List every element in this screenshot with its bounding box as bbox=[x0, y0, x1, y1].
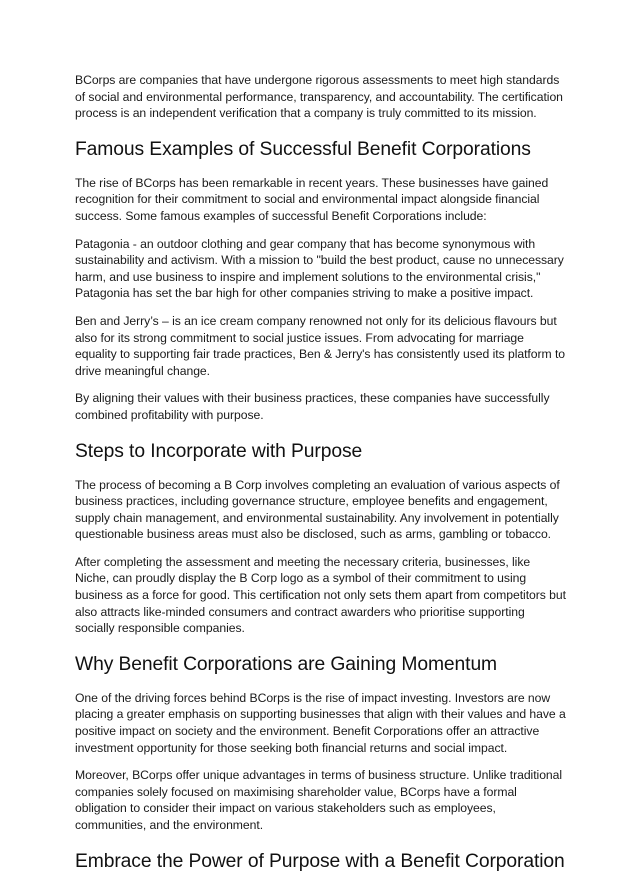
paragraph-bcorp-process: The process of becoming a B Corp involves completing an evaluation of various aspects of business practices, including governance structure, employee benefits and engagement, supply chain management, and environmental sustainability. Any involvement in potentially questionable business areas must also be disclosed, such as arms, gambling or tobacco. bbox=[75, 477, 560, 542]
heading-famous-examples: Famous Examples of Successful Benefit Corporations bbox=[75, 138, 531, 160]
document-body bbox=[75, 72, 567, 874]
paragraph-business-structure: Moreover, BCorps offer unique advantages in terms of business structure. Unlike traditional companies solely focused on maximising shareholder value, BCorps have a formal obligation to consider their impact on various stakeholders such as employees, communities, and the environment. bbox=[75, 768, 563, 832]
paragraph-aligning-values: By aligning their values with their business practices, these companies have successfully combined profitability with purpose. bbox=[75, 391, 550, 422]
paragraph-rise-of-bcorps: The rise of BCorps has been remarkable in recent years. These businesses have gained recognition for their commitment to social and environmental impact alongside financial success. Some famous examples of successful Benefit Corporations include: bbox=[75, 175, 549, 223]
heading-embrace-purpose: Embrace the Power of Purpose with a Benefit Corporation bbox=[75, 850, 565, 872]
heading-gaining-momentum: Why Benefit Corporations are Gaining Momentum bbox=[75, 653, 498, 675]
paragraph-bcorps-definition: BCorps are companies that have undergone rigorous assessments to meet high standards of social and environmental performance, transparency, and accountability. The certification process is an independent verification that a company is truly committed to its mission. bbox=[75, 73, 563, 121]
paragraph-ben-and-jerrys: Ben and Jerry’s – is an ice cream company renowned not only for its delicious flavours but also for its strong commitment to social justice issues. From advocating for marriage equality to supporting fair trade practices, Ben & Jerry's has consistently used its platform to drive meaningful change. bbox=[75, 313, 566, 378]
paragraph-after-assessment: After completing the assessment and meeting the necessary criteria, businesses, like Niche, can proudly display the B Corp logo as a symbol of their commitment to using business as a force for good. This certification not only sets them apart from competitors but also attracts like-minded consumers and contract awarders who prioritise supporting socially responsible companies. bbox=[75, 554, 566, 636]
paragraph-patagonia: Patagonia - an outdoor clothing and gear company that has become synonymous with sustainability and activism. With a mission to "build the best product, cause no unnecessary harm, and use business to inspire and implement solutions to the environmental crisis," Patagonia has set the bar high for other companies striving to make a positive impact. bbox=[75, 236, 564, 301]
paragraph-impact-investing: One of the driving forces behind BCorps is the rise of impact investing. Investors are now placing a greater emphasis on supporting businesses that align with their values and have a positive impact on society and the environment. Benefit Corporations offer an attractive investment opportunity for those seeking both financial returns and social impact. bbox=[75, 690, 566, 755]
heading-steps-to-incorporate: Steps to Incorporate with Purpose bbox=[75, 440, 363, 462]
